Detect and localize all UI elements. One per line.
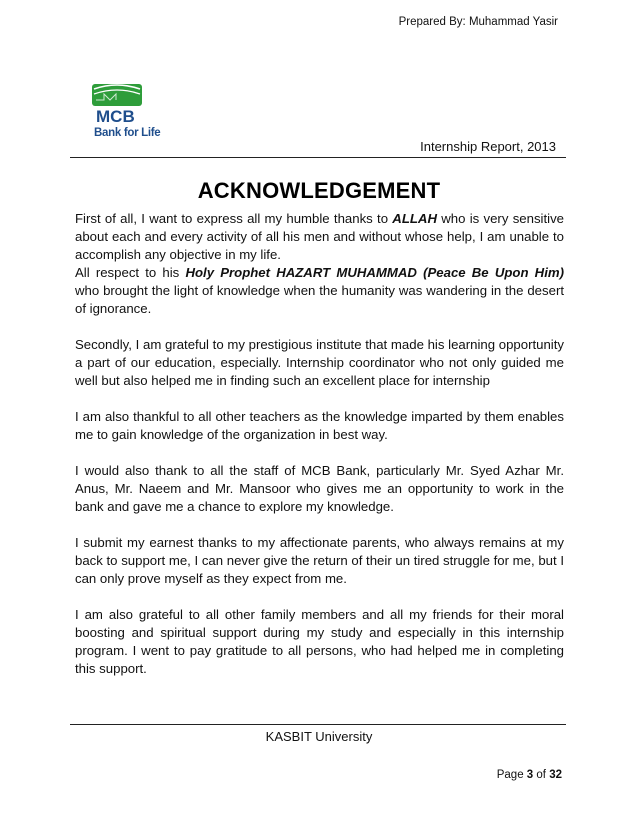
page-number: Page 3 of 32 [496, 769, 562, 781]
mcb-emblem-icon [88, 82, 152, 126]
paragraph-4: I am also thankful to all other teachers as the knowledge imparted by them enables me to gain knowledge of the organization in best way. [75, 409, 564, 442]
footer-university: KASBIT University [265, 729, 373, 744]
prepared-by: Prepared By: Muhammad Yasir [398, 16, 558, 28]
emphasis-prophet: Holy Prophet HAZART MUHAMMAD (Peace Be Upon Him) [185, 265, 564, 280]
mcb-brand-text: MCB [96, 107, 135, 126]
logo-tagline: Bank for Life [94, 127, 161, 139]
paragraph-2: All respect to his Holy Prophet HAZART MUHAMMAD (Peace Be Upon Him) who brought the light of knowledge when the humanity was wandering in the desert of ignorance. [75, 265, 564, 316]
paragraph-7: I am also grateful to all other family members and all my friends for their moral boosting and spiritual support during my study and especially in this internship program. I went to pay gratitude to all persons, who had helped me in completing this support. [75, 607, 564, 676]
header-divider [70, 157, 566, 158]
paragraph-1: First of all, I want to express all my humble thanks to ALLAH who is very sensitive about each and every activity of all his men and without whose help, I am unable to accomplish any objective in my life. [75, 211, 564, 262]
footer-divider [70, 724, 566, 725]
paragraph-6: I submit my earnest thanks to my affectionate parents, who always remains at my back to support me, I can never give the return of their un tired struggle for me, but I can only prove myself as they expect from me. [75, 535, 564, 586]
report-title: Internship Report, 2013 [420, 139, 556, 154]
paragraph-3: Secondly, I am grateful to my prestigious institute that made his learning opportunity a part of our education, especially. Internship coordinator who not only guided me well but also helped me in finding such an excellent place for internship [75, 337, 564, 388]
acknowledgement-body [75, 210, 564, 696]
page-heading: ACKNOWLEDGEMENT [197, 178, 441, 203]
paragraph-5: I would also thank to all the staff of MCB Bank, particularly Mr. Syed Azhar Mr. Anus, Mr. Naeem and Mr. Mansoor who gives me an opportunity to work in the bank and gave me a chance to explore my knowledge. [75, 463, 564, 514]
emphasis-allah: ALLAH [392, 211, 437, 226]
